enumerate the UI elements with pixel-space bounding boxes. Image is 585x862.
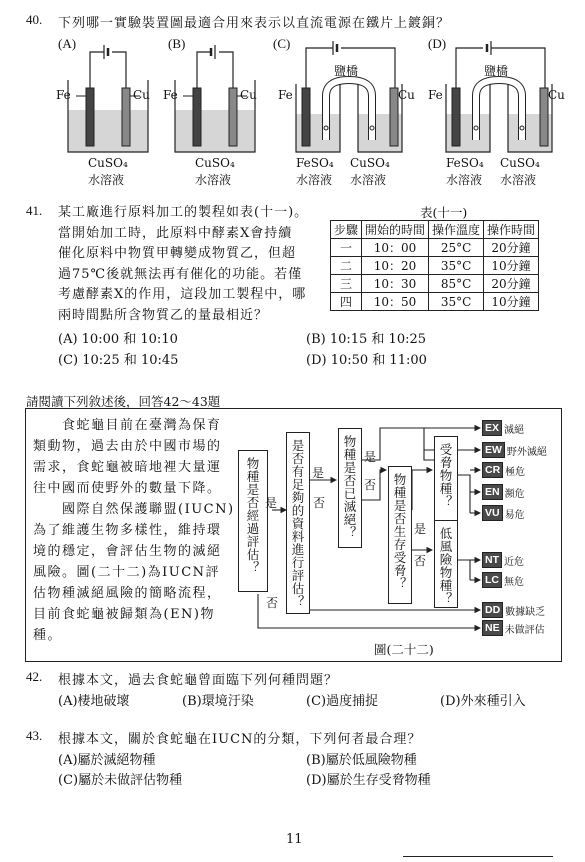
q41-stem-line: 過75℃後就無法再有催化的功能。若僅	[58, 266, 303, 282]
category-code: VU	[482, 505, 503, 521]
passage-line: 需求，食蛇龜被暗地裡大量運	[33, 460, 222, 475]
d-left-solution-label-2: 水溶液	[446, 173, 483, 187]
q42-option-b: (B)環境汙染	[182, 694, 254, 709]
category-code: EX	[482, 420, 502, 436]
c-left-solution-label: FeSO₄	[296, 156, 334, 170]
category-ne	[482, 620, 545, 636]
category-code: EW	[482, 442, 505, 458]
category-lc	[482, 572, 524, 588]
table-cell: 10：50	[362, 293, 429, 311]
flow-box-threatened-text: 物種是否生存受脅？	[392, 473, 407, 590]
table-cell: 10分鐘	[484, 293, 539, 311]
q41-option-c: (C) 10:25 和 10:45	[58, 353, 179, 368]
figure-22-caption: 圖(二十二)	[374, 642, 434, 657]
flow-box-enough-data	[286, 432, 310, 614]
flow-no-label: 否	[364, 478, 377, 492]
flow-no-label: 否	[414, 554, 427, 568]
flow-box-enough-data-text: 是否有足夠的資料進行評估？	[290, 439, 305, 608]
reading-intro: 請閱讀下列敘述後，回答42～43題	[26, 394, 221, 409]
page-number: 11	[286, 832, 303, 847]
category-nt	[482, 552, 524, 568]
q40-option-b-label: (B)	[168, 36, 186, 51]
flow-box-low-risk	[434, 520, 458, 608]
q40-number: 40.	[26, 12, 43, 27]
table-cell: 10：30	[362, 275, 429, 293]
passage-line: 種。	[33, 628, 63, 643]
flow-box-evaluated	[238, 450, 268, 592]
table-header-cell: 開始的時間	[362, 221, 429, 239]
q41-stem-line: 催化原料中物質甲轉變成物質乙，但超	[58, 246, 297, 261]
flow-box-evaluated-text: 物種是否經過評估？	[245, 457, 260, 574]
d-right-solution-label: CuSO₄	[500, 156, 540, 170]
a-left-electrode-label: Fe	[56, 88, 71, 102]
q41-number: 41.	[26, 203, 43, 218]
table-cell: 10：20	[362, 257, 429, 275]
b-right-electrode-label: Cu	[240, 88, 257, 102]
q41-stem-line: 兩時間點所含物質乙的量最相近？	[58, 307, 269, 323]
b-solution-label-2: 水溶液	[195, 173, 232, 187]
flow-yes-label: 是	[414, 522, 427, 536]
q43-option-c: (C)屬於未做評估物種	[58, 773, 183, 788]
passage-line: 風險。圖(二十二)為IUCN評	[33, 565, 221, 580]
c-salt-bridge-label: 鹽橋	[334, 64, 359, 78]
q40-option-c-label: (C)	[273, 36, 291, 51]
category-name: 未做評估	[504, 624, 545, 636]
q41-option-a: (A) 10:00 和 10:10	[58, 332, 178, 347]
flow-yes-label: 是	[312, 466, 325, 480]
flow-box-extinct-text: 物種是否已滅絕？	[342, 435, 357, 539]
q42-option-c: (C)過度捕捉	[306, 694, 379, 709]
category-en	[482, 484, 525, 500]
table-cell: 20分鐘	[484, 275, 539, 293]
category-name: 無危	[504, 576, 524, 588]
category-code: NT	[482, 552, 502, 568]
passage-line: 往中國而使野外的數量下降。	[33, 481, 222, 496]
category-ew	[482, 442, 547, 458]
q41-option-d: (D) 10:50 和 11:00	[306, 353, 427, 368]
passage-line: 國際自然保護聯盟(IUCN)	[33, 502, 235, 517]
table-cell: 三	[331, 275, 362, 293]
a-solution-label-2: 水溶液	[88, 173, 125, 187]
q41-stem-line: 某工廠進行原料加工的製程如表(十一)。	[58, 205, 309, 220]
flow-yes-label: 是	[364, 450, 377, 464]
c-right-solution-label-2: 水溶液	[350, 173, 387, 187]
category-vu	[482, 505, 525, 521]
category-name: 數據缺乏	[505, 606, 546, 618]
flow-box-threatened-species-text: 受脅物種？	[438, 443, 453, 508]
passage-line: 估物種滅絕風險的簡略流程，	[33, 586, 222, 601]
q40-option-d-label: (D)	[428, 36, 447, 51]
q43-option-b: (B)屬於低風險物種	[306, 753, 417, 768]
flow-box-extinct	[338, 428, 362, 548]
category-dd	[482, 602, 545, 618]
a-solution-label: CuSO₄	[88, 156, 128, 170]
category-name: 極危	[505, 466, 526, 478]
table-header-cell: 操作時間	[484, 221, 539, 239]
table-11-title: 表(十一)	[420, 205, 468, 220]
table-cell: 10分鐘	[484, 257, 539, 275]
passage-line: 境的穩定，會評估生物的滅絕	[33, 544, 222, 559]
table-cell: 一	[331, 239, 362, 257]
category-name: 滅絕	[504, 424, 525, 436]
table-cell: 35°C	[429, 293, 484, 311]
category-code: EN	[482, 484, 503, 500]
category-name: 野外滅絕	[506, 446, 547, 458]
flow-yes-label: 是	[265, 496, 278, 510]
table-cell: 10：00	[362, 239, 429, 257]
flow-box-low-risk-text: 低風險物種？	[438, 527, 453, 605]
category-name: 近危	[504, 556, 524, 568]
flow-no-label: 否	[266, 596, 279, 610]
b-left-electrode-label: Fe	[163, 88, 178, 102]
c-right-electrode-label: Cu	[398, 88, 415, 102]
c-left-electrode-label: Fe	[278, 88, 293, 102]
d-right-electrode-label: Cu	[548, 88, 565, 102]
category-code: CR	[482, 462, 503, 478]
category-code: NE	[482, 620, 503, 636]
category-ex	[482, 420, 524, 436]
q41-option-b: (B) 10:15 和 10:25	[306, 332, 427, 347]
q40-option-a-label: (A)	[58, 36, 77, 51]
passage-line: 類動物，過去由於中國市場的	[33, 439, 222, 454]
q41-stem-line: 當開始加工時，此原料中酵素X會持續	[58, 225, 293, 241]
table-cell: 85°C	[429, 275, 484, 293]
q42-option-a: (A)棲地破壞	[58, 694, 130, 709]
q42-option-d: (D)外來種引入	[440, 694, 526, 709]
d-left-solution-label: FeSO₄	[446, 156, 484, 170]
passage-line: 為了維護生物多樣性，維持環	[33, 523, 222, 538]
q42-stem: 根據本文，過去食蛇龜曾面臨下列何種問題？	[58, 673, 339, 688]
d-right-solution-label-2: 水溶液	[500, 173, 537, 187]
b-solution-label: CuSO₄	[195, 156, 235, 170]
q41-stem-line: 考慮酵素X的作用，這段加工製程中，哪	[58, 287, 307, 302]
table-cell: 25°C	[429, 239, 484, 257]
table-cell: 35°C	[429, 257, 484, 275]
flow-box-threatened	[388, 466, 412, 604]
bottom-rule	[403, 856, 553, 857]
passage-line: 目前食蛇龜被歸類為(EN)物	[33, 607, 216, 622]
category-code: LC	[482, 572, 502, 588]
flow-box-threatened-species	[434, 436, 458, 524]
c-right-solution-label: CuSO₄	[350, 156, 390, 170]
table-header-cell: 步驟	[331, 221, 362, 239]
q42-number: 42.	[26, 669, 43, 684]
category-code: DD	[482, 602, 503, 618]
table-header-cell: 操作溫度	[429, 221, 484, 239]
category-cr	[482, 462, 525, 478]
q43-option-d: (D)屬於生存受脅物種	[306, 773, 431, 788]
category-name: 瀕危	[504, 488, 525, 500]
passage-line: 食蛇龜目前在臺灣為保育	[33, 418, 222, 433]
table-cell: 20分鐘	[484, 239, 539, 257]
c-left-solution-label-2: 水溶液	[296, 173, 333, 187]
table-cell: 二	[331, 257, 362, 275]
flow-no-label: 否	[313, 496, 326, 510]
q43-stem: 根據本文，關於食蛇龜在IUCN的分類，下列何者最合理？	[58, 732, 422, 747]
d-salt-bridge-label: 鹽橋	[484, 64, 509, 78]
q40-stem: 下列哪一實驗裝置圖最適合用來表示以直流電源在鐵片上鍍銅？	[58, 16, 451, 31]
q43-option-a: (A)屬於滅絕物種	[58, 753, 156, 768]
a-right-electrode-label: Cu	[133, 88, 150, 102]
category-name: 易危	[504, 509, 525, 521]
d-left-electrode-label: Fe	[428, 88, 443, 102]
table-cell: 四	[331, 293, 362, 311]
q43-number: 43.	[26, 728, 43, 743]
